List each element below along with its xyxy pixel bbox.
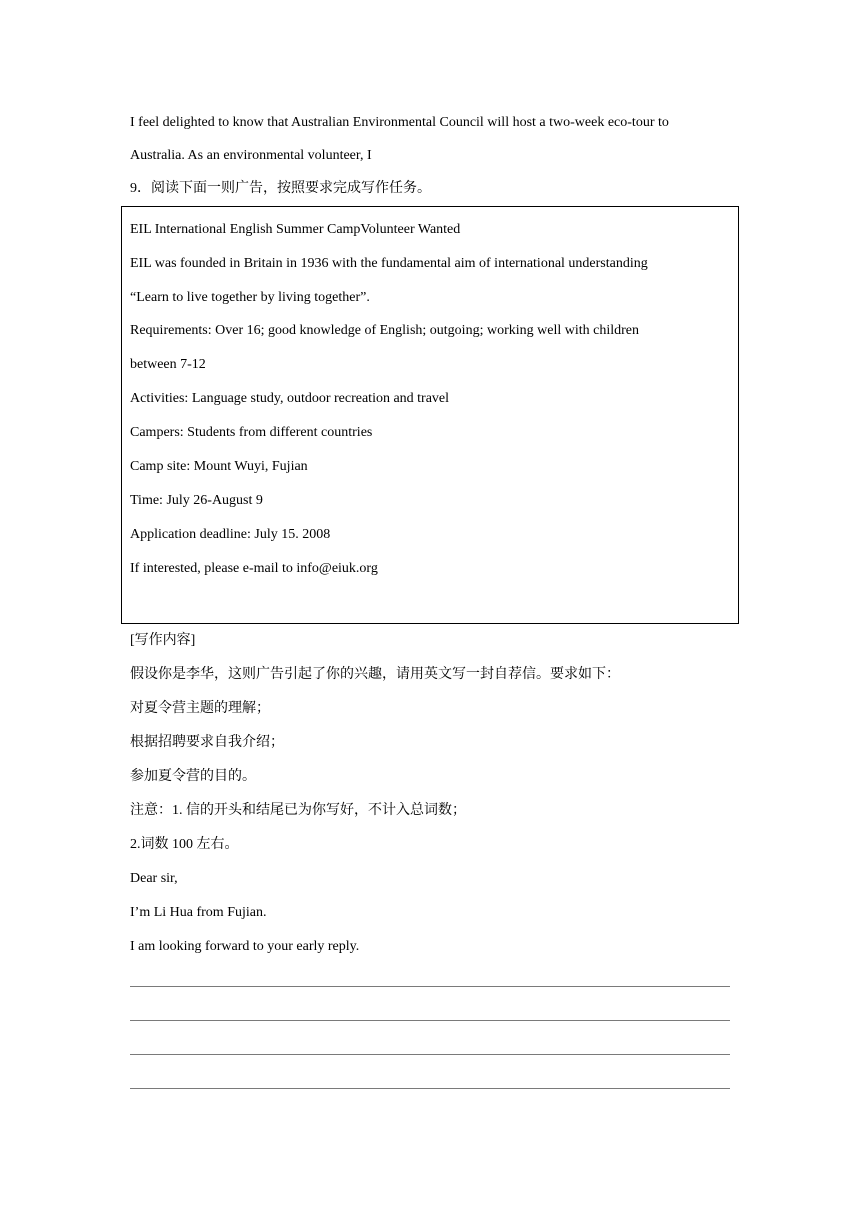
question-heading: 9．阅读下面一则广告，按照要求完成写作任务。 bbox=[130, 181, 431, 196]
advertisement-box bbox=[121, 206, 739, 624]
writing-point-1: 对夏令营主题的理解； bbox=[130, 701, 270, 716]
letter-closing: I am looking forward to your early reply. bbox=[130, 939, 360, 954]
letter-opening: I’m Li Hua from Fujian. bbox=[130, 905, 267, 920]
ad-camp-site: Camp site: Mount Wuyi, Fujian bbox=[130, 459, 308, 474]
writing-section-label: [写作内容] bbox=[130, 633, 196, 648]
previous-task-line-1: I feel delighted to know that Australian Environmental Council will host a two-week eco-tour to bbox=[130, 115, 669, 130]
writing-point-3: 参加夏令营的目的。 bbox=[130, 769, 256, 784]
ad-deadline: Application deadline: July 15. 2008 bbox=[130, 527, 331, 542]
ad-requirements-line-1: Requirements: Over 16; good knowledge of English; outgoing; working well with children bbox=[130, 323, 639, 338]
writing-note-1: 注意：1. 信的开头和结尾已为你写好，不计入总词数； bbox=[130, 803, 466, 818]
previous-task-line-2: Australia. As an environmental volunteer, I bbox=[130, 148, 372, 163]
writing-point-2: 根据招聘要求自我介绍； bbox=[130, 735, 284, 750]
letter-greeting: Dear sir, bbox=[130, 871, 178, 886]
answer-line[interactable] bbox=[130, 1054, 730, 1055]
writing-prompt: 假设你是李华，这则广告引起了你的兴趣，请用英文写一封自荐信。要求如下： bbox=[130, 667, 620, 682]
ad-activities: Activities: Language study, outdoor recreation and travel bbox=[130, 391, 450, 406]
ad-campers: Campers: Students from different countries bbox=[130, 425, 373, 440]
ad-requirements-line-2: between 7-12 bbox=[130, 357, 206, 372]
ad-intro-line-2: “Learn to live together by living together”. bbox=[130, 290, 370, 305]
writing-note-2: 2.词数 100 左右。 bbox=[130, 837, 239, 852]
answer-line[interactable] bbox=[130, 1020, 730, 1021]
ad-contact: If interested, please e-mail to info@eiuk.org bbox=[130, 561, 378, 576]
ad-title: EIL International English Summer CampVolunteer Wanted bbox=[130, 222, 461, 237]
ad-time: Time: July 26-August 9 bbox=[130, 493, 263, 508]
ad-intro-line-1: EIL was founded in Britain in 1936 with the fundamental aim of international understanding bbox=[130, 256, 648, 271]
answer-line[interactable] bbox=[130, 986, 730, 987]
answer-line[interactable] bbox=[130, 1088, 730, 1089]
